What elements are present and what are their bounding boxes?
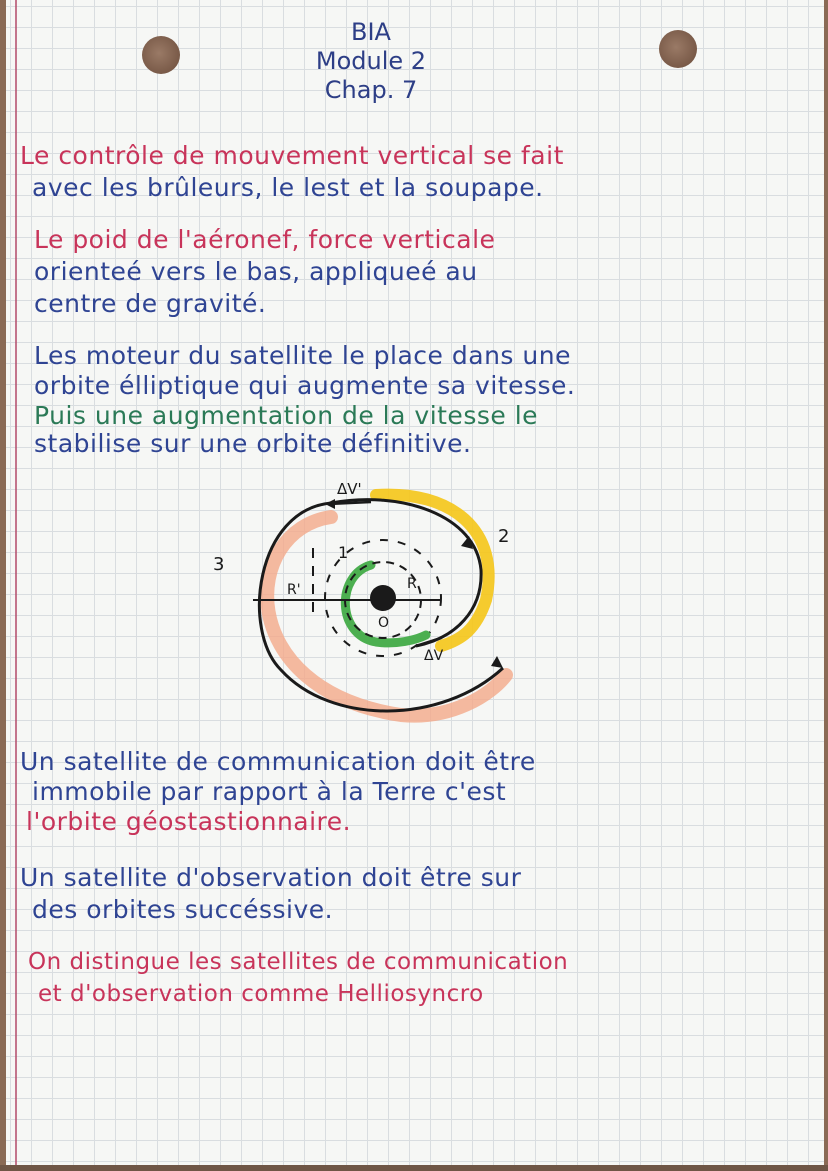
para5-line2: des orbites succéssive. (32, 895, 334, 924)
margin-line (15, 0, 17, 1165)
label-o: O (378, 615, 390, 631)
para3-line1: Les moteur du satellite le place dans une (34, 341, 571, 370)
page-title (286, 18, 456, 105)
label-orbit-3: 3 (213, 554, 225, 575)
label-delta-v: ΔV (424, 648, 444, 664)
para6-line2: et d'observation comme Helliosyncro (38, 981, 484, 1007)
title-line-3: Chap. 7 (324, 76, 418, 104)
orbit-diagram (201, 470, 541, 730)
para2-line3: centre de gravité. (34, 289, 267, 318)
punch-hole-right (659, 30, 697, 68)
delta-v-prime-arrowhead (325, 499, 335, 509)
notebook-page (6, 0, 824, 1165)
para4-line1: Un satellite de communication doit être (20, 747, 536, 776)
orbit-2-highlight (376, 495, 489, 646)
label-orbit-2: 2 (498, 526, 510, 547)
para1-line1: Le contrôle de mouvement vertical se fait (20, 141, 564, 170)
page-bottom-edge (0, 1165, 828, 1171)
label-r: R (407, 576, 417, 592)
para5-line1: Un satellite d'observation doit être sur (20, 863, 522, 892)
label-r-prime: R' (287, 582, 301, 598)
label-delta-v-prime: ΔV' (337, 480, 362, 498)
para6-line1: On distingue les satellites de communication (28, 949, 569, 975)
title-line-2: Module 2 (315, 47, 427, 75)
para2-line2: orienteé vers le bas, appliqueé au (34, 257, 478, 286)
para3-line4: stabilise sur une orbite définitive. (34, 429, 472, 458)
title-line-1: BIA (351, 18, 391, 46)
para3-line3: Puis une augmentation de la vitesse le (34, 401, 539, 430)
label-orbit-1: 1 (338, 543, 349, 562)
punch-hole-left (142, 36, 180, 74)
para4-line3: l'orbite géostastionnaire. (26, 807, 352, 836)
earth-dot (370, 585, 396, 611)
orbit-3-arrow (491, 656, 503, 668)
para3-line2: orbite élliptique qui augmente sa vitesse. (34, 371, 576, 400)
para2-line1: Le poid de l'aéronef, force verticale (34, 225, 496, 254)
para1-line2: avec les brûleurs, le lest et la soupape. (32, 173, 544, 202)
para4-line2: immobile par rapport à la Terre c'est (32, 777, 507, 806)
